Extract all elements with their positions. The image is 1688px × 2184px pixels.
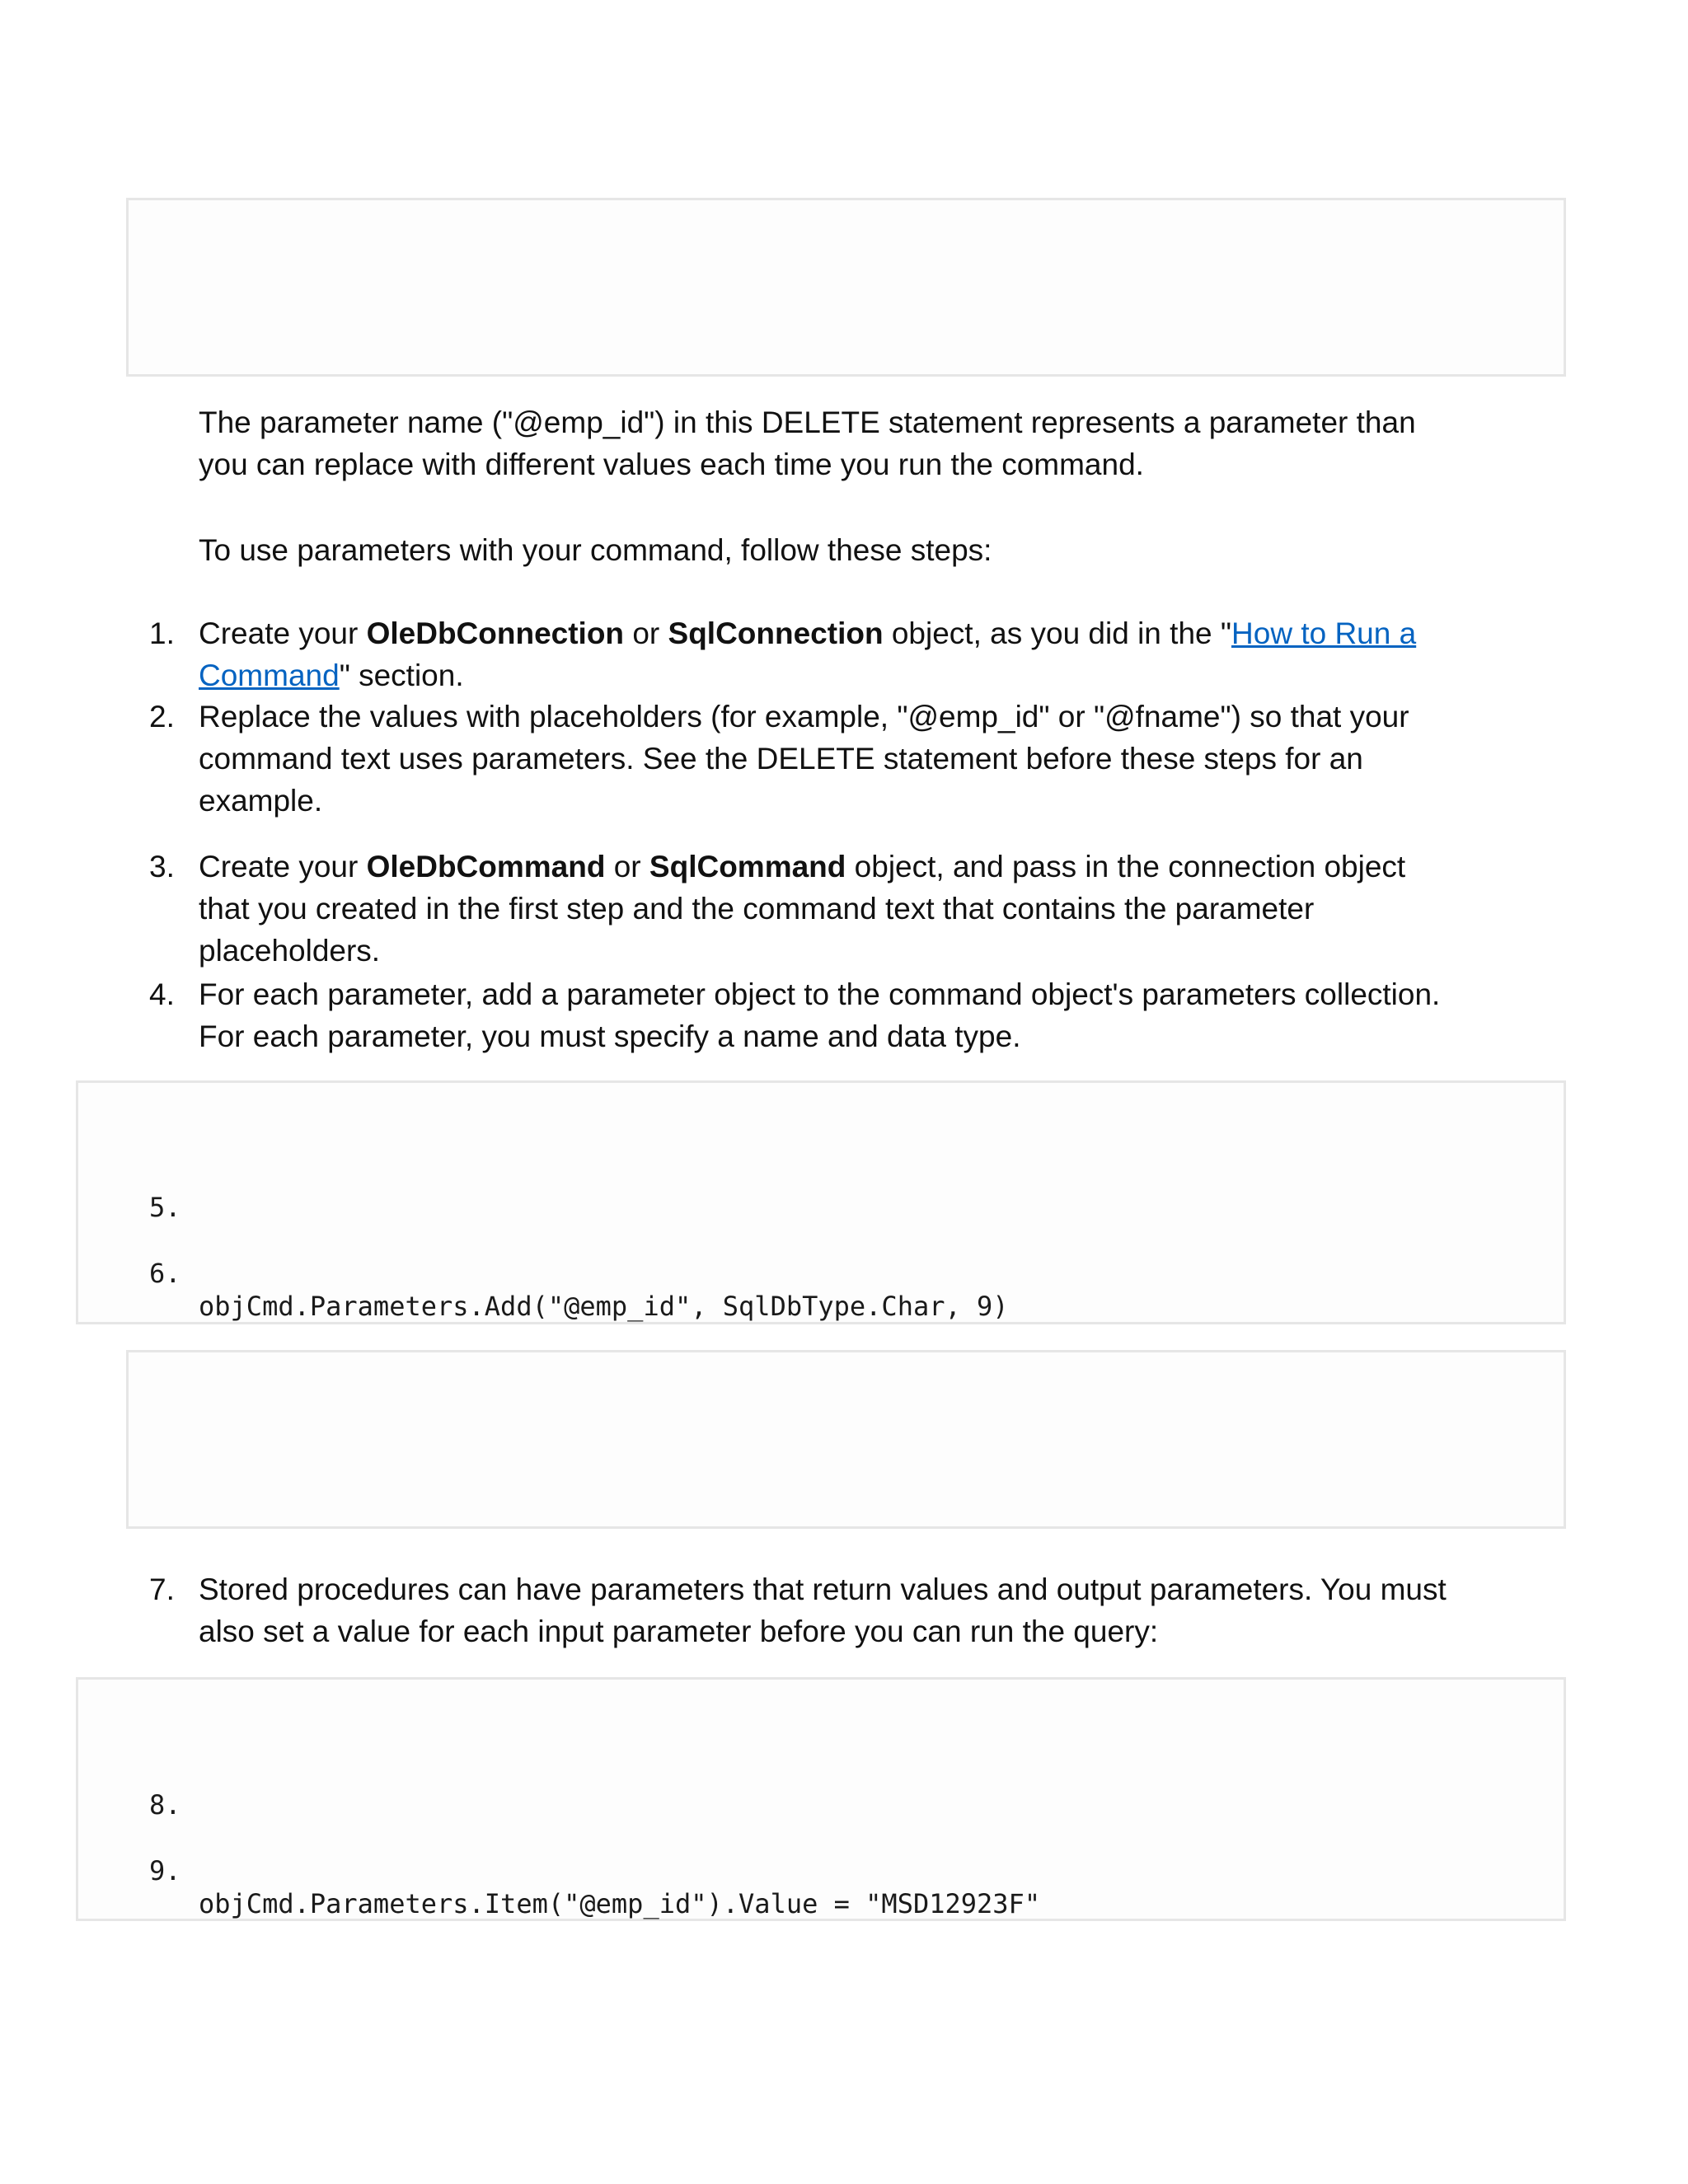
step-text: " section. [339,658,464,692]
how-to-run-command-link-cont[interactable]: Command [199,658,340,692]
step-text: Replace the values with placeholders (for example, "@emp_id" or "@fname") so that your [199,700,1409,733]
step-text: Create your [199,850,367,883]
class-name: OleDbConnection [366,616,625,650]
code-line-number: 6. [149,1258,181,1289]
step-text: Stored procedures can have parameters that return values and output parameters. You must [199,1572,1447,1606]
list-number: 3. [149,850,175,883]
class-name: SqlCommand [649,850,846,883]
how-to-run-command-link[interactable]: How to Run a [1231,616,1417,650]
empty-code-block [126,198,1566,377]
step-text: command text uses parameters. See the DELETE statement before these steps for an [199,742,1363,776]
code-line [0,1224,1009,1323]
code-line-number: 9. [149,1855,181,1886]
intro-line-2: you can replace with different values each time you run the command. [199,448,1144,481]
step-text: Create your [199,616,367,650]
intro-line-1: The parameter name ("@emp_id") in this DELETE statement represents a parameter than [199,405,1416,439]
code-block [76,1080,1566,1324]
step-text: example. [199,784,323,818]
code-line [0,1821,1041,1920]
step-text: object, as you did in the " [883,616,1232,650]
list-number: 1. [149,616,175,650]
class-name: SqlConnection [668,616,884,650]
step-text: For each parameter, add a parameter object to the command object's parameters collection. [199,977,1441,1011]
list-number: 7. [149,1572,175,1606]
step-text: placeholders. [199,934,381,968]
code-text: objCmd.Parameters.Add("@emp_id", SqlDbType.Char, 9) [199,1291,1009,1322]
empty-code-block [126,1350,1566,1529]
code-text: objCmd.Parameters.Item("@emp_id").Value = "MSD12923F" [199,1888,1041,1919]
code-block [76,1677,1566,1921]
class-name: OleDbCommand [366,850,606,883]
list-number: 4. [149,977,175,1011]
step-text: or [605,850,649,883]
intro-paragraph [199,401,1416,485]
code-line-number: 5. [149,1192,181,1223]
steps-intro: To use parameters with your command, follow these steps: [199,533,992,567]
code-line-number: 8. [149,1789,181,1821]
step-text: also set a value for each input parameter before you can run the query: [199,1615,1159,1648]
step-text: or [624,616,668,650]
list-number: 2. [149,700,175,733]
step-text: object, and pass in the connection object [846,850,1406,883]
step-text: For each parameter, you must specify a name and data type. [199,1019,1021,1053]
step-text: that you created in the first step and the command text that contains the parameter [199,892,1315,926]
